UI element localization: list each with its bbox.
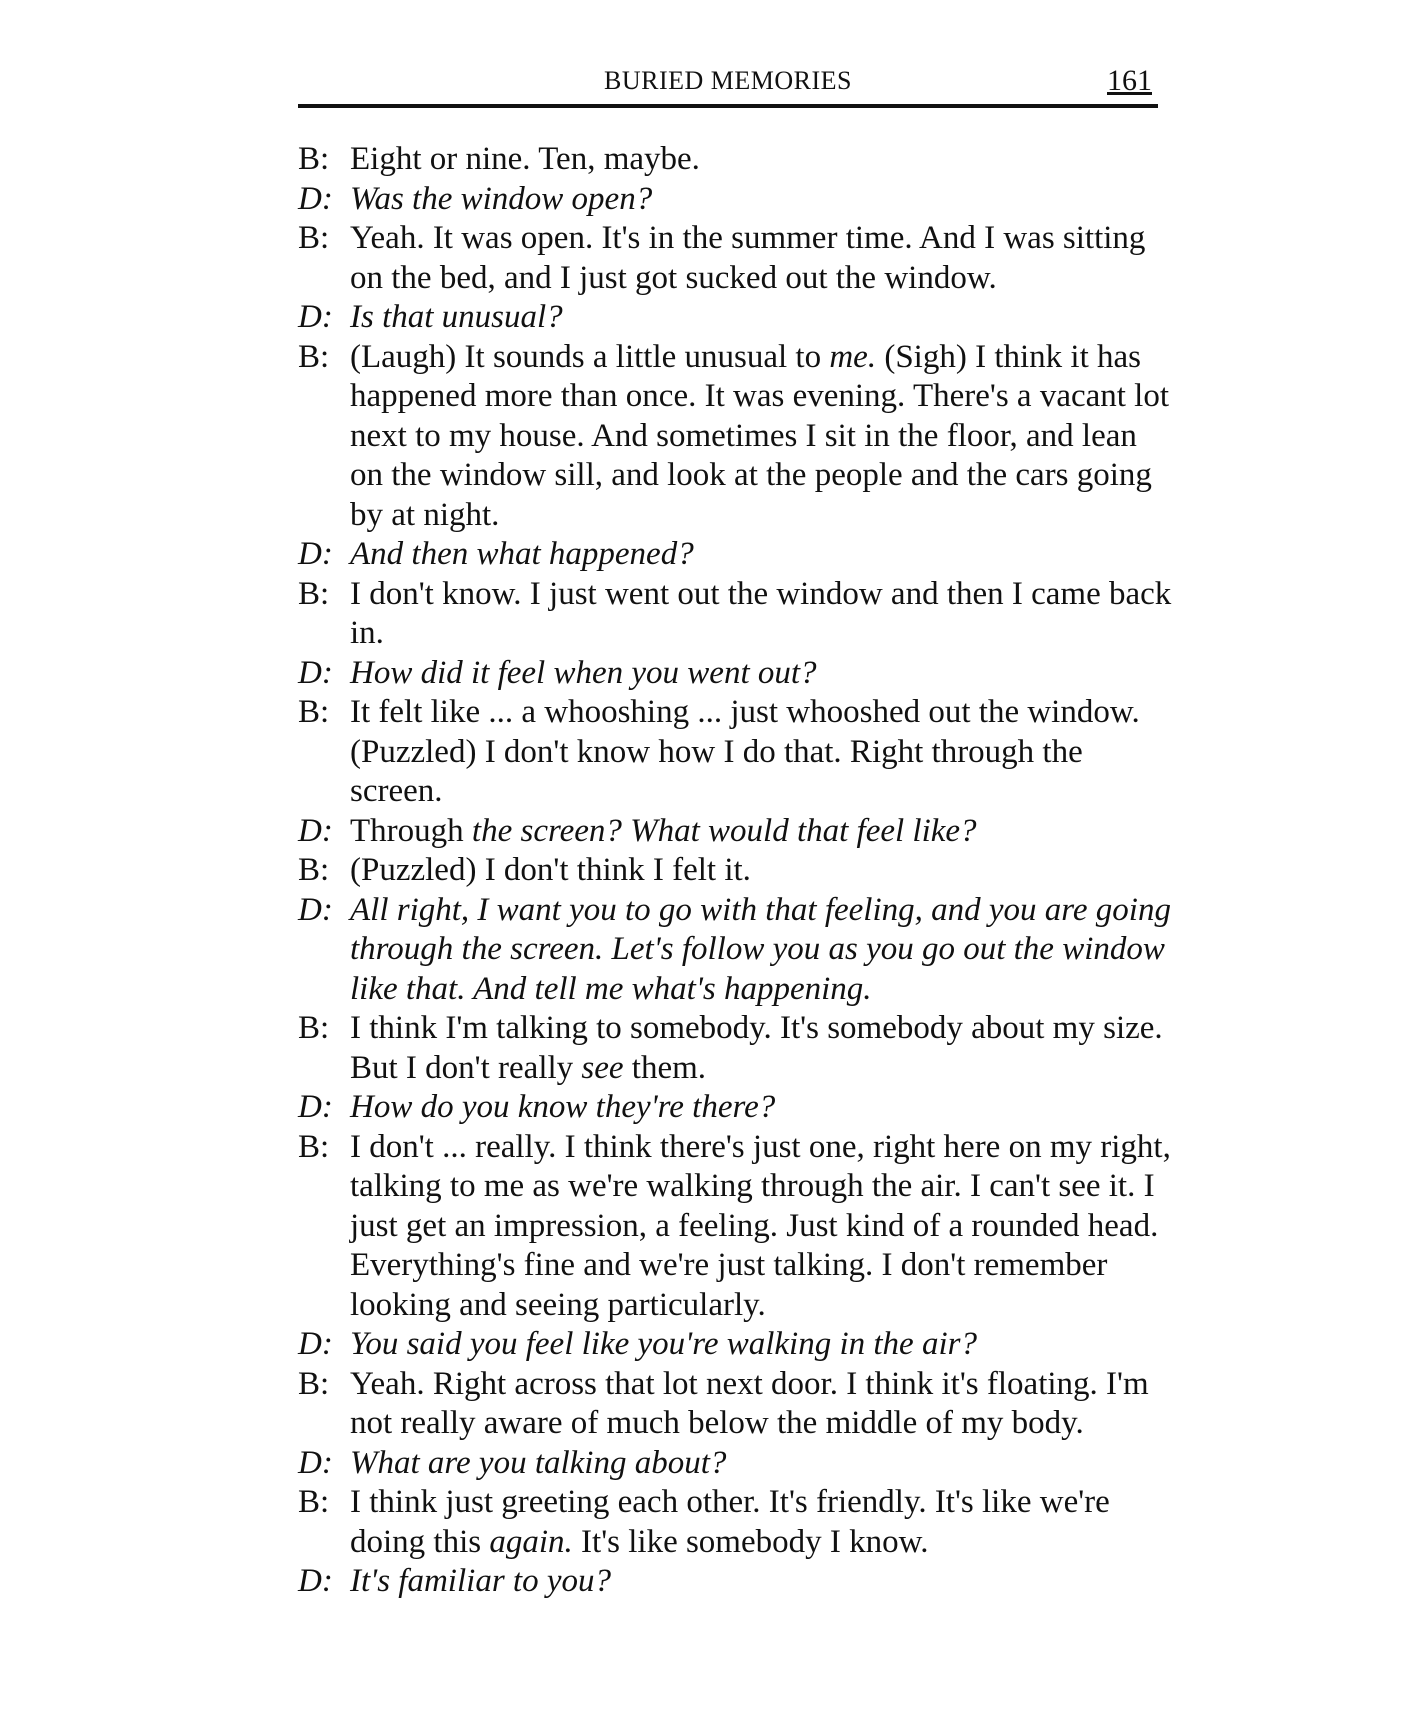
line-text: I think just greeting each other. It's friendly. It's like we're doing this <box>350 1484 1110 1560</box>
speaker-label: D: <box>298 1444 333 1481</box>
speaker-label: D: <box>298 1326 333 1362</box>
line-text: Eight or nine. Ten, maybe. <box>350 141 700 177</box>
interviewer-line <box>298 180 1178 220</box>
interviewer-line <box>298 1325 1178 1365</box>
interviewer-line <box>298 812 1178 852</box>
line-text: (Puzzled) I don't think I felt it. <box>350 852 751 888</box>
speaker-label: B: <box>298 1128 330 1165</box>
line-text: Was the window open? <box>350 180 653 217</box>
line-text: It's like somebody I know. <box>572 1523 929 1560</box>
subject-line <box>298 1483 1178 1562</box>
line-text: Yeah. It was open. It's in the summer time. And I was sitting on the bed, and I just got sucked out the window. <box>350 220 1146 296</box>
interviewer-line <box>298 1444 1178 1484</box>
speaker-label: D: <box>298 654 333 691</box>
dialogue-body <box>298 140 1178 1602</box>
speaker-label: D: <box>298 1563 333 1599</box>
line-text: see <box>581 1049 624 1086</box>
interviewer-line <box>298 535 1178 575</box>
line-text: again. <box>489 1523 573 1560</box>
line-text: me. <box>829 338 877 375</box>
speaker-label: D: <box>298 891 333 928</box>
speaker-label: D: <box>298 812 333 849</box>
line-text: I don't ... really. I think there's just one, right here on my right, talking to me as we're walking through the air. I can't see it. I just get an impression, a feeling. Just kind of a rounded head. Everything's fine and we're just talking. I don't remember looking and seeing particularly. <box>350 1128 1171 1323</box>
line-text: It felt like ... a whooshing ... just whooshed out the window. (Puzzled) I don't know how I do that. Right through the screen. <box>350 694 1140 809</box>
interviewer-line <box>298 1562 1178 1602</box>
subject-line <box>298 693 1178 812</box>
interviewer-line <box>298 1088 1178 1128</box>
line-text: How did it feel when you went out? <box>350 654 817 691</box>
line-text: the screen? What would that feel like? <box>463 812 977 849</box>
subject-line <box>298 1128 1178 1326</box>
line-text: them. <box>623 1049 707 1086</box>
line-text: I think I'm talking to somebody. It's somebody about my size. But I don't really <box>350 1010 1163 1086</box>
speaker-label: B: <box>298 220 330 256</box>
interviewer-line <box>298 654 1178 694</box>
running-title: BURIED MEMORIES <box>603 66 852 95</box>
interviewer-line <box>298 891 1178 1010</box>
subject-line <box>298 1365 1178 1444</box>
speaker-label: D: <box>298 536 333 572</box>
line-text: It's familiar to you? <box>350 1563 611 1599</box>
subject-line <box>298 219 1178 298</box>
speaker-label: B: <box>298 338 330 375</box>
subject-line <box>298 140 1178 180</box>
speaker-label: B: <box>298 1484 330 1520</box>
speaker-label: D: <box>298 299 333 335</box>
interviewer-line <box>298 298 1178 338</box>
line-text: What are you talking about? <box>350 1444 727 1481</box>
speaker-label: B: <box>298 1365 330 1402</box>
subject-line <box>298 851 1178 891</box>
line-text: You said you feel like you're walking in the air? <box>350 1326 977 1362</box>
speaker-label: D: <box>298 180 333 217</box>
subject-line <box>298 338 1178 536</box>
line-text: (Laugh) It sounds a little unusual to <box>350 338 830 375</box>
line-text: (Sigh) I think it has happened more than once. It was evening. There's a vacant lot next to my house. And sometimes I sit in the floor, and lean on the window sill, and look at the people and the cars going by at night. <box>350 338 1170 533</box>
line-text: Yeah. Right across that lot next door. I think it's floating. I'm not really aware of much below the middle of my body. <box>350 1365 1149 1441</box>
line-text: And then what happened? <box>350 536 694 572</box>
line-text: I don't know. I just went out the window and then I came back in. <box>350 575 1172 651</box>
running-header <box>298 62 1158 108</box>
line-text: Through <box>350 812 464 849</box>
line-text: How do you know they're there? <box>350 1089 776 1125</box>
speaker-label: D: <box>298 1089 333 1125</box>
page-number: 161 <box>1107 64 1152 97</box>
speaker-label: B: <box>298 575 330 612</box>
speaker-label: B: <box>298 1010 330 1046</box>
line-text: All right, I want you to go with that feeling, and you are going through the screen. Let's follow you as you go out the window like that. And tell me what's happening. <box>350 891 1171 1007</box>
speaker-label: B: <box>298 852 330 888</box>
subject-line <box>298 575 1178 654</box>
speaker-label: B: <box>298 141 330 177</box>
speaker-label: B: <box>298 694 330 730</box>
line-text: Is that unusual? <box>350 299 563 335</box>
subject-line <box>298 1009 1178 1088</box>
